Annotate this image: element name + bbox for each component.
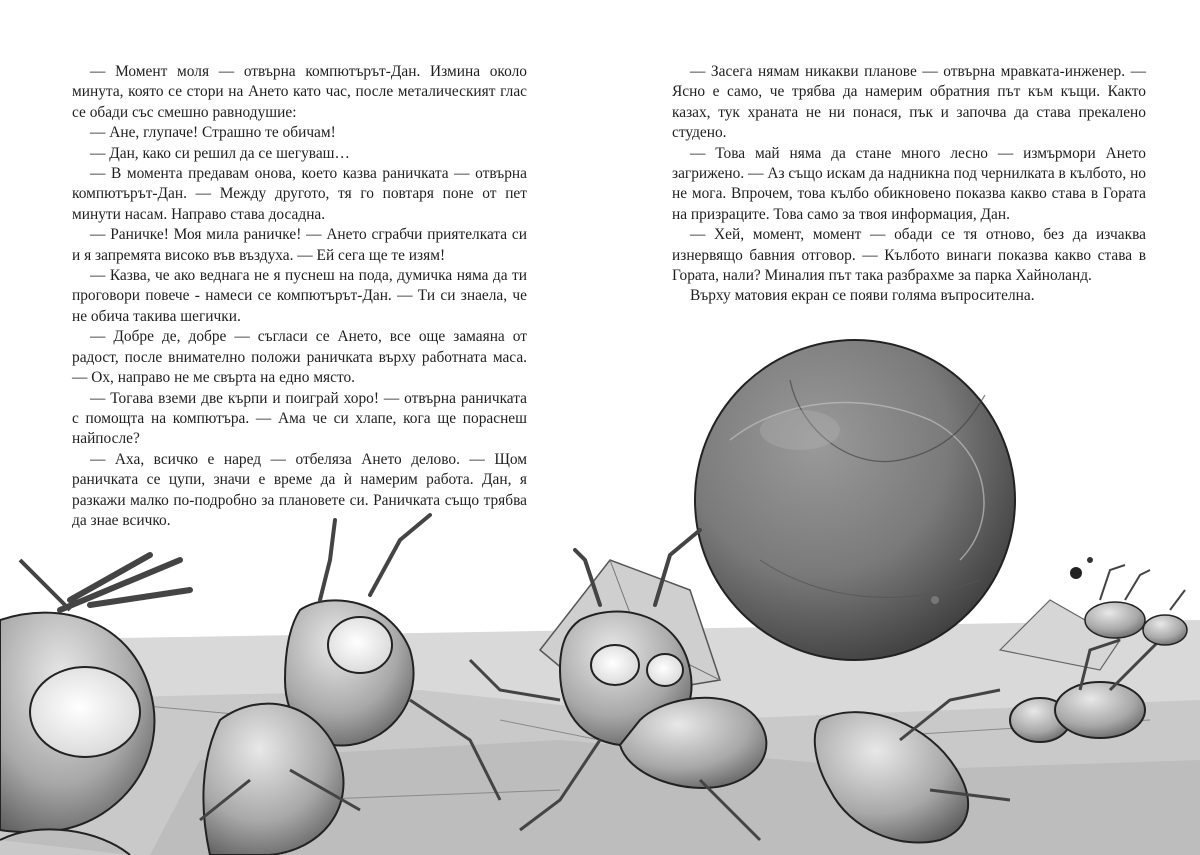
paragraph: — Засега нямам никакви планове — отвърна мравката-инженер. — Ясно е само, че трябва да намерим обратния път към къщи. Както казах, тук храната не ни понася, пък и започва да става прекалено студено. — [672, 63, 1146, 142]
paragraph: — Момент моля — отвърна компютърът-Дан. Измина около минута, която се стори на Ането като час, после металическият глас се обади със смешно равнодушие: — [72, 63, 527, 121]
paragraph: — Казва, че ако веднага не я пуснеш на пода, думичка няма да ти проговори повече - намеси се компютърът-Дан. — Ти си знаела, че не обича такива шегички. — [72, 267, 527, 325]
paragraph: — Аха, всичко е наред — отбеляза Ането делово. — Щом раничката се цупи, значи е време да ѝ намерим работа. Дан, я разкажи малко по-подробно за плановете си. Раничката също трябва да знае всичко. — [72, 450, 527, 529]
paragraph: — Ане, глупаче! Страшно те обичам! — [90, 124, 336, 142]
sphere — [695, 340, 1015, 660]
left-page-text — [72, 62, 527, 531]
paragraph: — Тогава вземи две кърпи и поиграй хоро! — отвърна раничката с помощта на компютъра. — Ама че си хлапе, кога ще пораснеш найпосле? — [72, 389, 527, 448]
paragraph: Върху матовия екран се появи голяма въпросителна. — [690, 287, 1035, 305]
paragraph: — Дан, како си решил да се шегуваш… — [90, 144, 350, 162]
ant-far-right — [1085, 565, 1187, 645]
paragraph: — Раничке! Моя мила раничке! — Ането сграбчи приятелката си и я запремята високо във въздуха. — Ей сега ще те изям! — [72, 226, 527, 264]
paragraph: — В момента предавам онова, което казва раничката — отвърна компютърът-Дан. — Между другото, тя го повтаря поне от пет минути насам. Направо става досадна. — [72, 165, 527, 223]
paragraph: — Това май няма да стане много лесно — измърмори Ането загрижено. — Аз също искам да надникна под чернилката в кълбото, но не мога. Впрочем, това кълбо обикновено показва какво става в Гората на призраците. Това само за твоя информация, Дан. — [672, 144, 1146, 223]
right-page-text — [672, 62, 1146, 307]
paragraph: — Добре де, добре — съгласи се Ането, все още замаяна от радост, после внимателно положи раничката върху работната маса. — Ох, направо не ме свърта на едно място. — [72, 328, 527, 387]
paragraph: — Хей, момент, момент — обади се тя отново, без да изчаква изнервящо бавния отговор. — Кълбото винаги показва какво става в Гората, нали? Миналия път така разбрахме за парка Хайноланд. — [672, 226, 1146, 285]
